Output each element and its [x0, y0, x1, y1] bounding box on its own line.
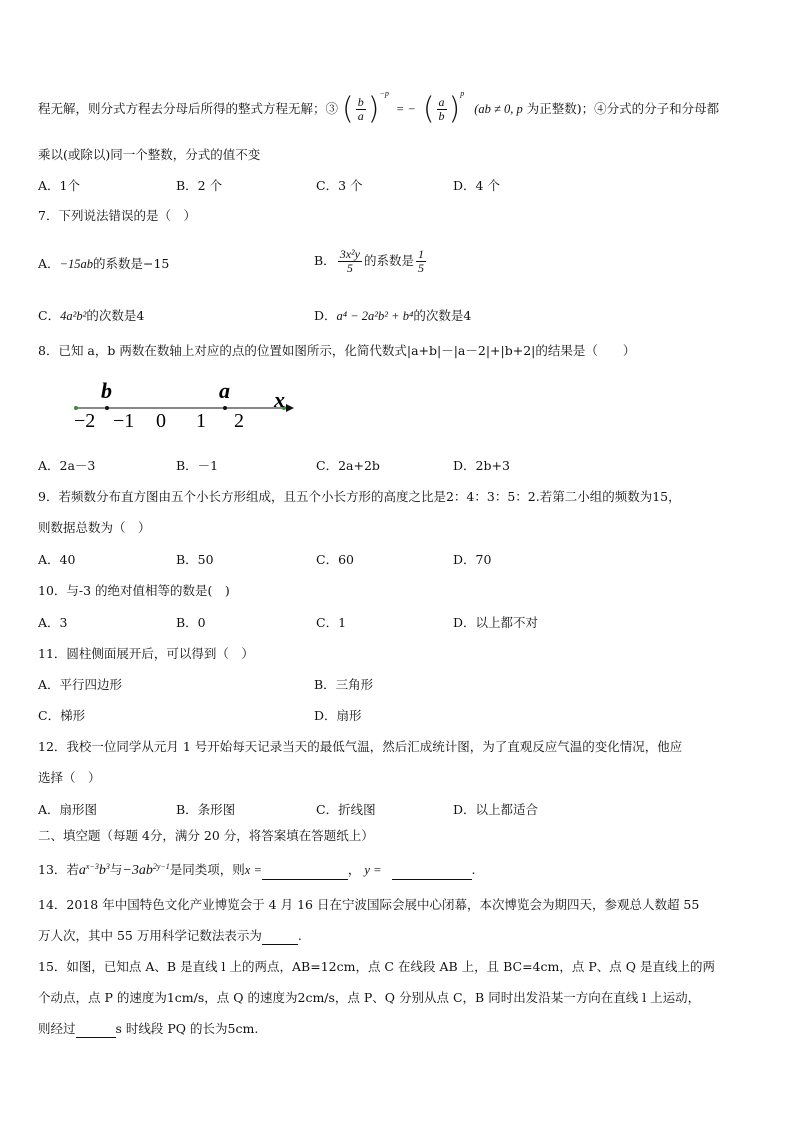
q13-end: .: [471, 862, 476, 878]
tick-label-neg1: −1: [113, 410, 135, 432]
q9-option-b: B．50: [176, 552, 214, 567]
q6-line1-text: 程无解，则分式方程去分母后所得的整式方程无解；③: [38, 101, 339, 116]
exponent-neg-p: −p: [379, 88, 389, 98]
q11-option-b: B．三角形: [314, 677, 374, 692]
right-paren: ): [367, 91, 380, 127]
q8-option-c: C．2a+2b: [316, 458, 380, 473]
q7-option-c: [38, 307, 144, 325]
q11-option-a: A．平行四边形: [38, 677, 123, 692]
q13-sep: ，: [347, 862, 361, 878]
q15-line2: 个动点，点 P 的速度为1cm/s，点 Q 的速度为2cm/s，点 P、Q 分别从点 C，B 同时出发沿某一方向在直线 l 上运动，: [38, 990, 701, 1005]
q13-term2-exp: 2y−1: [152, 862, 170, 871]
left-paren-2: (: [422, 91, 435, 127]
q9-option-c: C．60: [316, 552, 354, 567]
q13-line: [38, 858, 476, 880]
q13-post: 是同类项，则: [169, 862, 245, 878]
q13-term1-b-exp: 3: [105, 862, 110, 871]
equals-minus: = −: [395, 102, 416, 116]
tick-label-0: 0: [156, 410, 166, 432]
right-paren-2: ): [448, 91, 461, 127]
q9-line2: 则数据总数为（ ）: [38, 520, 151, 535]
q10-option-b: B．0: [176, 615, 206, 630]
fraction-b-over-a: [356, 96, 366, 123]
q12-line1: 12．我校一位同学从元月 1 号开始每天记录当天的最低气温，然后汇成统计图，为了直观反应气温的变化情况，他应: [38, 739, 683, 754]
exponent-p: p: [460, 88, 465, 98]
q10-option-c: C．1: [316, 615, 347, 630]
q8-stem: 8．已知 a，b 两数在数轴上对应的点的位置如图所示，化简代数式|a+b|－|a－2|+|b+2|的结果是（ ）: [38, 343, 636, 358]
q6-option-c: C．3 个: [316, 178, 363, 193]
q7-option-d-label: D．: [314, 308, 337, 323]
point-a: [223, 406, 227, 410]
q13-term2: −3ab: [122, 863, 153, 879]
q15-line3: [38, 1020, 258, 1038]
frac2-num: a: [438, 95, 445, 109]
q7-option-a-text: 的系数是−15: [92, 256, 170, 271]
q9-line1: 9．若频数分布直方图由五个小长方形组成，且五个小长方形的高度之比是2：4：3：5：2.若第二小组的频数为15，: [38, 489, 681, 504]
q15-answer-blank[interactable]: [76, 1023, 116, 1038]
q10-option-a: A．3: [38, 615, 68, 630]
section-title-fill-blank: 二、填空题（每题 4分，满分 20 分，将答案填在答题纸上）: [38, 828, 374, 843]
q7-option-a-label: A．: [38, 256, 60, 271]
frac-num: b: [357, 95, 364, 109]
q6-option-d: D．4 个: [453, 178, 500, 193]
q7-option-c-math: 4a²b²: [60, 309, 87, 323]
q13-term1-b: b: [98, 863, 106, 879]
q13-term1-exp: x−3: [85, 862, 99, 871]
q12-option-a: A．扇形图: [38, 802, 98, 817]
frac-den: 5: [346, 261, 353, 275]
left-paren: (: [342, 91, 354, 127]
q7-option-b: [314, 248, 428, 275]
q12-option-c: C．折线图: [316, 802, 376, 817]
q6-line1-tail: 为正整数)；④分式的分子和分母都: [526, 101, 720, 116]
q6-option-a: A．1个: [38, 178, 80, 193]
q13-x-eq: x =: [244, 863, 262, 878]
q12-option-b: B．条形图: [176, 802, 236, 817]
condition-math: (ab ≠ 0, p: [474, 102, 523, 116]
q13-term1: a: [78, 863, 86, 879]
fraction-a-over-b: [437, 96, 447, 123]
q13-mid: 与: [109, 862, 123, 878]
label-a: a: [219, 378, 230, 403]
q10-option-d: D．以上都不对: [453, 615, 539, 630]
q7-option-d: [314, 307, 471, 325]
q15-line1: 15．如图，已知点 A、B 是直线 l 上的两点，AB=12cm，点 C 在线段 AB 上，且 BC=4cm，点 P、点 Q 是直线上的两: [38, 959, 715, 974]
q8-option-b: B．－1: [176, 458, 219, 473]
q8-option-d: D．2b+3: [453, 458, 510, 473]
q13-y-eq: y =: [364, 863, 382, 878]
q12-option-d: D．以上都适合: [453, 802, 539, 817]
q13-answer-blank-y[interactable]: [392, 865, 472, 880]
frac-den: 5: [417, 261, 424, 275]
q12-line2: 选择（ ）: [38, 770, 101, 785]
label-b: b: [101, 378, 112, 403]
q10-stem: 10．与-3 的绝对值相等的数是( ): [38, 583, 230, 598]
q14-line2: [38, 927, 302, 945]
q8-option-a: A．2a－3: [38, 458, 96, 473]
q7-option-b-fraction: [338, 248, 362, 275]
q7-option-b-text: 的系数是: [363, 253, 414, 268]
q7-option-a: [38, 255, 169, 273]
q14-line1: 14．2018 年中国特色文化产业博览会于 4 月 16 日在宁波国际会展中心闭幕，本次博览会为期四天，参观总人数超 55: [38, 897, 700, 912]
tick-label-neg2: −2: [74, 410, 96, 432]
q7-option-d-text: 的次数是4: [413, 308, 472, 323]
q11-stem: 11．圆柱侧面展开后，可以得到（ ）: [38, 646, 254, 661]
q7-option-d-math: a⁴ − 2a²b² + b⁴: [336, 309, 414, 323]
arrow-head-icon: [286, 404, 294, 412]
q7-option-b-rfraction: [416, 248, 426, 275]
number-line-figure: [70, 376, 300, 432]
frac-den: a: [357, 109, 364, 123]
frac-num: 1: [417, 247, 424, 261]
frac2-den: b: [438, 109, 445, 123]
q9-option-d: D．70: [453, 552, 492, 567]
q6-line1: [38, 88, 720, 127]
q6-option-b: B．2 个: [176, 178, 223, 193]
frac-num: 3x²y: [339, 247, 360, 261]
q15-line3-pre: 则经过: [38, 1021, 76, 1036]
q7-option-c-label: C．: [38, 308, 61, 323]
q13-answer-blank-x[interactable]: [262, 865, 348, 880]
tick-label-2: 2: [234, 410, 244, 432]
q14-line2-pre: 万人次，其中 55 万用科学记数法表示为: [38, 928, 262, 943]
q7-option-b-label: B．: [314, 253, 336, 268]
tick-label-1: 1: [196, 410, 206, 432]
q7-option-c-text: 的次数是4: [86, 308, 145, 323]
q7-stem: 7．下列说法错误的是（ ）: [38, 208, 196, 223]
q11-option-c: C．梯形: [38, 708, 86, 723]
q14-answer-blank[interactable]: [262, 930, 298, 945]
q9-option-a: A．40: [38, 552, 76, 567]
q6-line2: 乘以(或除以)同一个整数，分式的值不变: [38, 147, 261, 162]
q14-line2-end: .: [297, 928, 302, 943]
q7-option-a-math: −15ab: [59, 257, 93, 271]
q15-line3-post: s 时线段 PQ 的长为5cm.: [115, 1021, 259, 1036]
q13-pre: 13．若: [38, 862, 79, 878]
label-x: x: [274, 387, 285, 412]
point-b: [105, 406, 109, 410]
q11-option-d: D．扇形: [314, 708, 362, 723]
